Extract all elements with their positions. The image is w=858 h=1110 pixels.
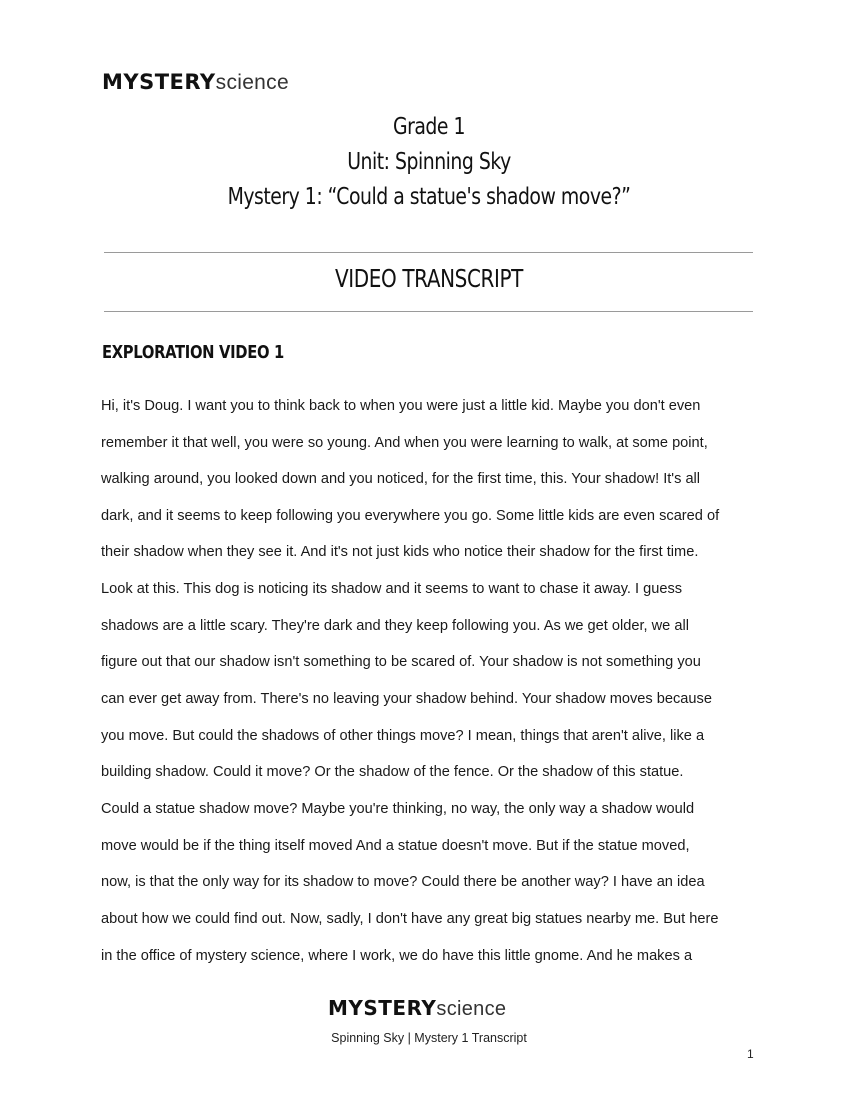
transcript-line: Look at this. This dog is noticing its shadow and it seems to want to chase it away. I guess: [101, 581, 683, 597]
transcript-line: now, is that the only way for its shadow to move? Could there be another way? I have an idea: [101, 874, 705, 890]
mystery-heading: Mystery 1: “Could a statue's shadow move?”: [227, 184, 631, 210]
transcript-line: building shadow. Could it move? Or the shadow of the fence. Or the shadow of this statue.: [101, 764, 684, 780]
logo-bold-text: MYSTERY: [102, 70, 216, 94]
subsection-title: EXPLORATION VIDEO 1: [102, 342, 284, 363]
footer-logo-bold-text: MYSTERY: [328, 996, 437, 1020]
top-divider: [104, 252, 753, 253]
transcript-line: in the office of mystery science, where I work, we do have this little gnome. And he makes a: [101, 948, 693, 964]
transcript-line: Could a statue shadow move? Maybe you're thinking, no way, the only way a shadow would: [101, 801, 695, 817]
transcript-line: you move. But could the shadows of other things move? I mean, things that aren't alive, like a: [101, 728, 705, 744]
logo-light-text: science: [215, 71, 289, 94]
transcript-line: walking around, you looked down and you noticed, for the first time, this. Your shadow! It's all: [101, 471, 701, 487]
transcript-line: move would be if the thing itself moved And a statue doesn't move. But if the statue moved,: [101, 838, 690, 854]
transcript-line: Hi, it's Doug. I want you to think back to when you were just a little kid. Maybe you don't even: [101, 398, 701, 414]
grade-heading: Grade 1: [392, 114, 466, 140]
transcript-line: dark, and it seems to keep following you everywhere you go. Some little kids are even scared of: [101, 508, 720, 524]
section-title: VIDEO TRANSCRIPT: [335, 264, 523, 293]
transcript-line: about how we could find out. Now, sadly, I don't have any great big statues nearby me. But here: [101, 911, 719, 927]
transcript-line: shadows are a little scary. They're dark and they keep following you. As we get older, we all: [101, 618, 689, 634]
bottom-divider: [104, 311, 753, 312]
transcript-line: remember it that well, you were so young. And when you were learning to walk, at some point,: [101, 435, 708, 451]
mystery-science-logo: [102, 72, 289, 93]
transcript-line: can ever get away from. There's no leaving your shadow behind. Your shadow moves because: [101, 691, 712, 707]
footer-logo-light-text: science: [436, 998, 507, 1020]
page-number: 1: [747, 1047, 754, 1061]
transcript-line: figure out that our shadow isn't something to be scared of. Your shadow is not something you: [101, 654, 701, 670]
transcript-line: their shadow when they see it. And it's not just kids who notice their shadow for the first time.: [101, 544, 699, 560]
unit-heading: Unit: Spinning Sky: [347, 149, 511, 175]
footer-caption: Spinning Sky | Mystery 1 Transcript: [331, 1031, 527, 1045]
footer-logo: [328, 998, 506, 1019]
